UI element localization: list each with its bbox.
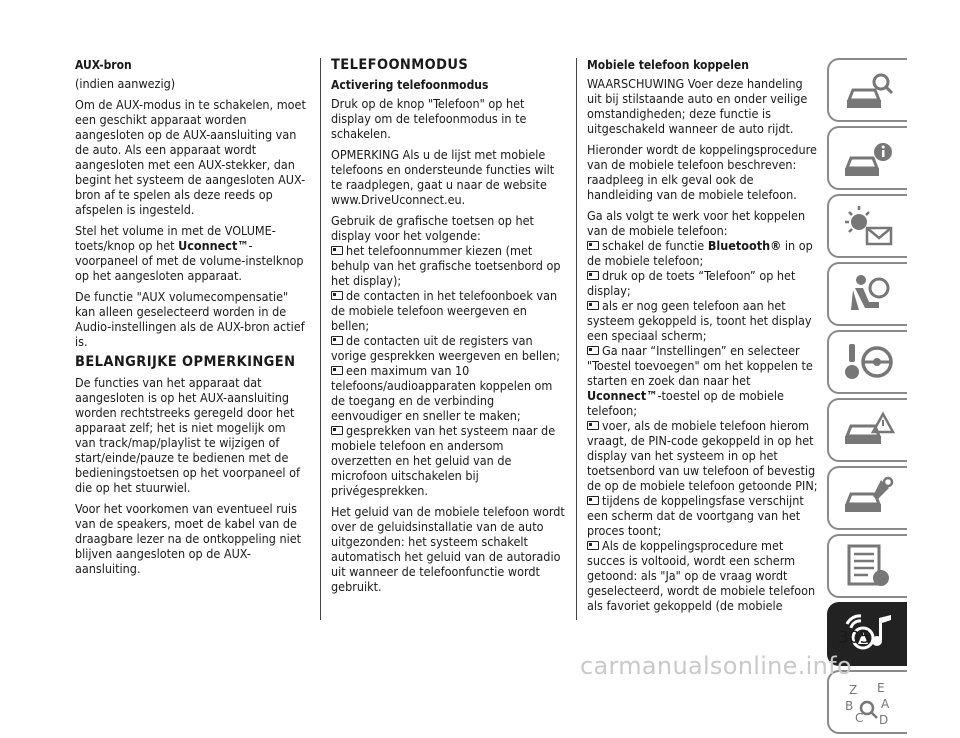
car-info-icon bbox=[841, 134, 897, 184]
bullet-icon bbox=[331, 291, 343, 300]
bullet-icon bbox=[587, 496, 599, 505]
index-letter: D bbox=[879, 713, 889, 727]
bullet-icon bbox=[587, 421, 599, 430]
pairing-subheading: Mobiele telefoon koppelen bbox=[587, 58, 749, 72]
index-icon bbox=[841, 678, 897, 728]
index-letter: Z bbox=[849, 683, 858, 697]
tab-car-search[interactable] bbox=[827, 58, 907, 122]
list-item: voer, als de mobiele telefoon hierom vraagt, de PIN-code gekoppeld in op het display van het systeem in op het toetsenbord van uw telefoon of bevestig de op de mobiele telefoon getoonde PIN; bbox=[587, 418, 818, 493]
tab-specifications[interactable] bbox=[827, 534, 907, 598]
list-item: Ga naar “Instellingen” en selecteer "Toestel toevoegen" om het koppelen te starten en zoek dan naar het Uconnect™-toestel op de mobiele telefoon; bbox=[587, 343, 813, 418]
pairing-paragraph-2: Hieronder wordt de koppelingsprocedure van de mobiele telefoon beschreven: raadpleeg in elk geval ook de handleiding van de mobiele telefoon. bbox=[587, 142, 817, 202]
breakdown-car-icon bbox=[841, 406, 897, 456]
list-item: het telefoonnummer kiezen (met behulp van het grafische toetsenbord op het display); bbox=[331, 243, 561, 288]
important-notes-heading: BELANGRIJKE OPMERKINGEN bbox=[75, 354, 296, 370]
phone-paragraph-4: Het geluid van de mobiele telefoon wordt over de geluidsinstallatie van de auto uitgezonden: het systeem schakelt automatisch het geluid van de autoradio uit wanneer de telefoonfunctie wordt gebruikt. bbox=[331, 504, 565, 594]
bullet-icon bbox=[587, 301, 599, 310]
aux-title: AUX-bron bbox=[75, 58, 132, 72]
aux-paragraph-1: Om de AUX-modus in te schakelen, moet een geschikt apparaat worden aangesloten op de AUX-aansluiting van de auto. Als een apparaat wordt aangesloten met een AUX-stekker, dan begint het systeem de aangesloten AUX-bron af te spelen als deze reeds op afspelen is ingesteld. bbox=[75, 97, 306, 217]
phone-note: OPMERKING Als u de lijst met mobiele telefoons en ondersteunde functies wilt te raadplegen, gaat u naar de website www.DriveUconnect.eu. bbox=[331, 147, 555, 207]
airbag-seat-icon bbox=[841, 270, 897, 320]
important-paragraph-1: De functies van het apparaat dat aangesloten is op het AUX-aansluiting worden rechtstreeks geregeld door het apparaat zelf; het is niet mogelijk om van track/map/playlist te wijzigen of start/einde/pauze te bedienen met de bedieningstoetsen op het voorpaneel of die op het stuurwiel. bbox=[75, 375, 300, 495]
bullet-icon bbox=[331, 246, 343, 255]
aux-subtitle: (indien aanwezig) bbox=[75, 76, 176, 91]
index-letter: E bbox=[877, 681, 885, 695]
tab-service[interactable] bbox=[827, 466, 907, 530]
tab-steering-key[interactable] bbox=[827, 330, 907, 394]
page-number: 305 bbox=[838, 628, 871, 648]
bullet-icon bbox=[587, 346, 599, 355]
column-phone-mode bbox=[331, 58, 565, 600]
bullet-icon bbox=[587, 241, 599, 250]
pairing-warning: WAARSCHUWING Voer deze handeling uit bij stilstaande auto en onder veilige omstandigheden; deze functie is uitgeschakeld wanneer de auto rijdt. bbox=[587, 76, 808, 136]
index-letter: C bbox=[855, 711, 864, 725]
watermark: carmanualsonline.info bbox=[580, 652, 852, 680]
uconnect-brand: Uconnect™ bbox=[178, 238, 249, 253]
car-search-icon bbox=[841, 66, 897, 116]
tab-breakdown[interactable] bbox=[827, 398, 907, 462]
phone-paragraph-1: Druk op de knop "Telefoon" op het display om de telefoonmodus in te schakelen. bbox=[331, 96, 527, 141]
tab-car-info[interactable] bbox=[827, 126, 907, 190]
bullet-icon bbox=[587, 541, 599, 550]
list-item: druk op de toets “Telefoon” op het display; bbox=[587, 268, 796, 298]
phone-mode-heading: TELEFOONMODUS bbox=[331, 57, 469, 73]
phone-activation-subheading: Activering telefoonmodus bbox=[331, 78, 489, 92]
list-item: Als de koppelingsprocedure met succes is voltooid, wordt een scherm getoond: als "Ja" op de vraag wordt geselecteerd, wordt de mobiele telefoon als favoriet gekoppeld (de mobiele bbox=[587, 538, 816, 613]
list-item: schakel de functie Bluetooth® in op de mobiele telefoon; bbox=[587, 238, 813, 268]
bullet-icon bbox=[331, 336, 343, 345]
index-letter: B bbox=[845, 699, 854, 713]
aux-paragraph-2: Stel het volume in met de VOLUME-toets/knop op het Uconnect™-voorpaneel of met de volume-instelknop op het aangesloten apparaat. bbox=[75, 223, 304, 283]
column-aux bbox=[75, 58, 307, 582]
list-item: als er nog geen telefoon aan het systeem gekoppeld is, toont het display een speciaal scherm; bbox=[587, 298, 812, 343]
warning-lights-icon bbox=[841, 202, 897, 252]
column-pairing bbox=[587, 58, 819, 613]
bullet-icon bbox=[587, 271, 599, 280]
column-divider bbox=[320, 58, 321, 620]
tab-warning-lights[interactable] bbox=[827, 194, 907, 258]
bullet-icon bbox=[331, 366, 343, 375]
service-car-icon bbox=[841, 474, 897, 524]
list-item: een maximum van 10 telefoons/audioapparaten koppelen om de toegang en de verbinding eenvoudiger en sneller te maken; bbox=[331, 363, 553, 423]
phone-paragraph-3: Gebruik de grafische toetsen op het display voor het volgende: bbox=[331, 213, 534, 243]
list-item: gesprekken van het systeem naar de mobiele telefoon en andersom overzetten en het geluid van de microfoon uitschakelen bij privégesprekken. bbox=[331, 423, 556, 498]
important-paragraph-2: Voor het voorkomen van eventueel ruis van de speakers, moet de kabel van de draagbare lezer na de ontkoppeling niet blijven aangesloten op de AUX-aansluiting. bbox=[75, 501, 302, 576]
list-item: de contacten in het telefoonboek van de mobiele telefoon weergeven en bellen; bbox=[331, 288, 558, 333]
list-item: tijdens de koppelingsfase verschijnt een scherm dat de voortgang van het proces toont; bbox=[587, 493, 804, 538]
bullet-icon bbox=[331, 426, 343, 435]
steering-key-icon bbox=[841, 338, 897, 388]
pairing-paragraph-3: Ga als volgt te werk voor het koppelen van de mobiele telefoon: bbox=[587, 208, 806, 238]
list-item: de contacten uit de registers van vorige gesprekken weergeven en bellen; bbox=[331, 333, 560, 363]
aux-paragraph-3: De functie "AUX volumecompensatie" kan alleen geselecteerd worden in de Audio-instellingen als de AUX-bron actief is. bbox=[75, 289, 305, 349]
index-letter: A bbox=[881, 697, 890, 711]
column-divider bbox=[576, 58, 577, 620]
specifications-icon bbox=[841, 542, 897, 592]
tab-airbag-seat[interactable] bbox=[827, 262, 907, 326]
